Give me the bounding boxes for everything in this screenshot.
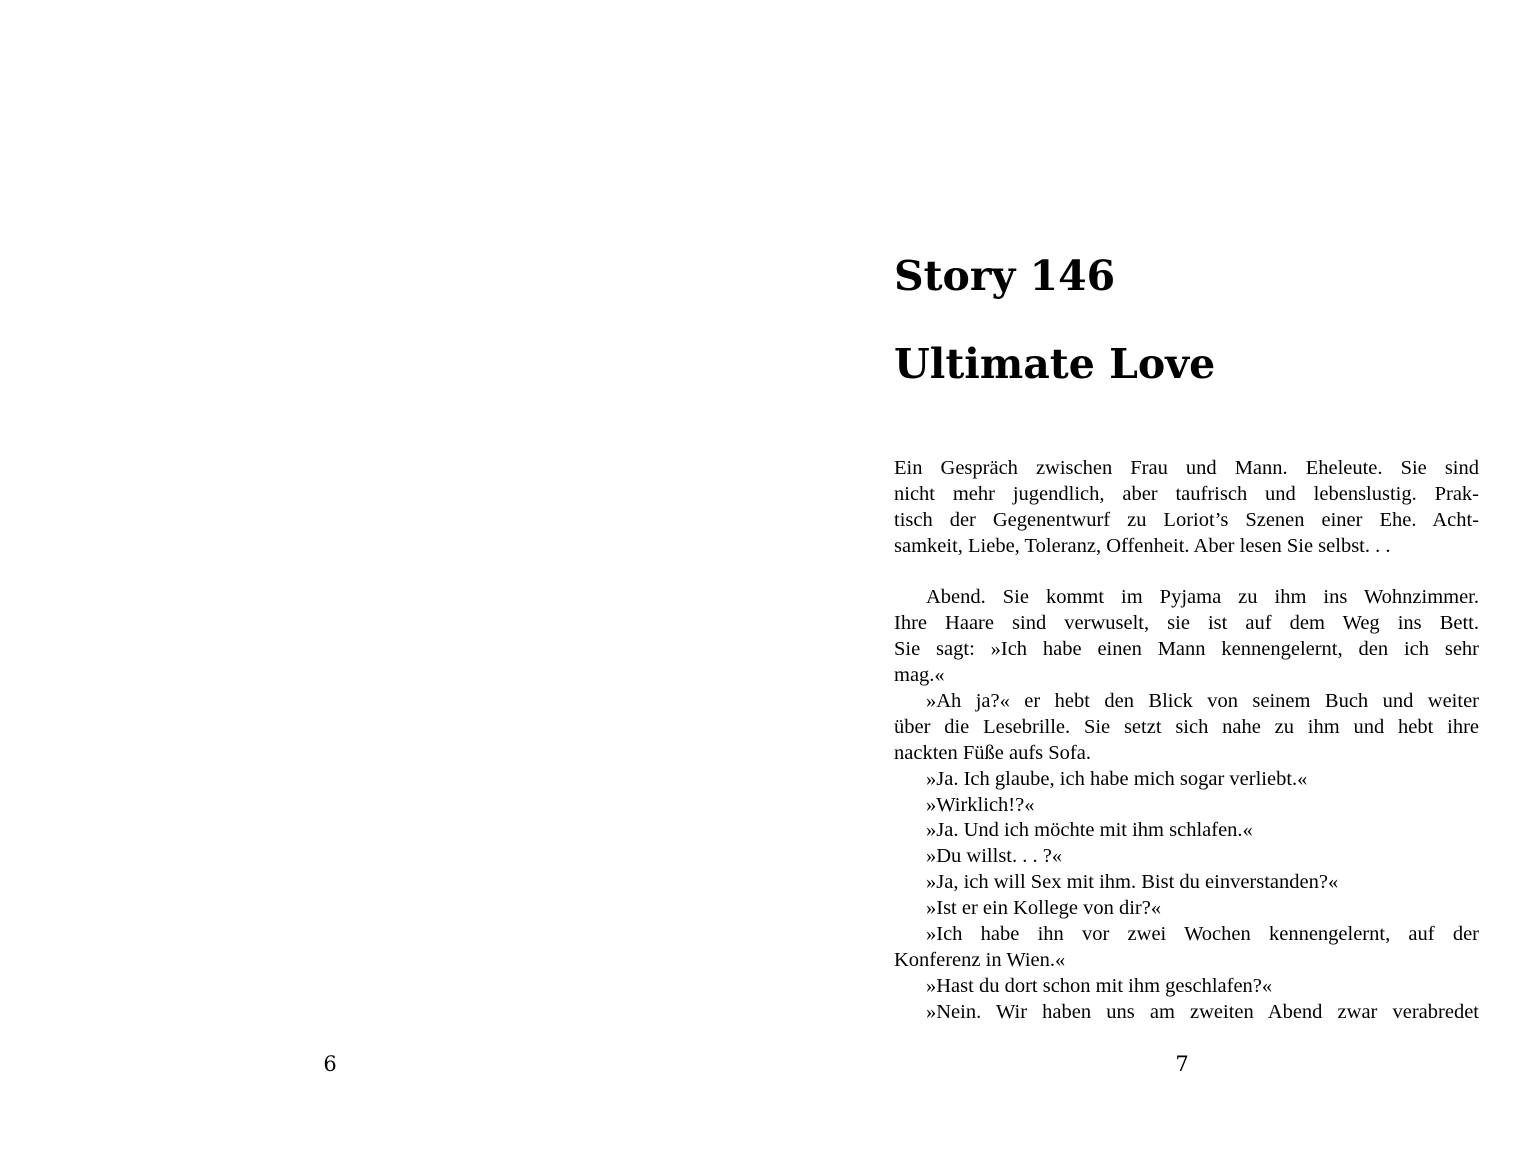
story-line: »Du willst. . . ?« [926, 845, 1063, 868]
story-line: »Wirklich!?« [926, 793, 1035, 816]
intro-line: nicht mehr jugendlich, aber taufrisch und lebenslustig. Prak- [894, 482, 1479, 505]
story-line: Abend. Sie kommt im Pyjama zu ihm ins Wohnzimmer. [926, 586, 1479, 609]
chapter-body [894, 456, 1479, 1026]
story-line: über die Lesebrille. Sie setzt sich nahe zu ihm und hebt ihre [894, 715, 1479, 738]
intro-line: Ein Gespräch zwischen Frau und Mann. Eheleute. Sie sind [894, 457, 1479, 479]
story-line: »Ah ja?« er hebt den Blick von seinem Buch und weiter [926, 690, 1479, 713]
story-line: »Ich habe ihn vor zwei Wochen kennengelernt, auf der [926, 923, 1479, 946]
intro-line: samkeit, Liebe, Toleranz, Offenheit. Aber lesen Sie selbst. . . [894, 534, 1391, 557]
story-line: »Ja. Ich glaube, ich habe mich sogar verliebt.« [926, 767, 1308, 790]
story-line: Konferenz in Wien.« [894, 948, 1066, 971]
chapter-title: Ultimate Love [894, 340, 1216, 388]
chapter-number: Story 146 [894, 252, 1116, 300]
story-line: »Ja, ich will Sex mit ihm. Bist du einverstanden?« [926, 871, 1339, 894]
story-line: »Ist er ein Kollege von dir?« [926, 897, 1162, 920]
right-page [768, 0, 1536, 1155]
story-line: »Ja. Und ich möchte mit ihm schlafen.« [926, 819, 1253, 842]
paragraph-gap [894, 560, 1479, 586]
story-line: mag.« [894, 664, 945, 687]
page-number-left: 6 [323, 1052, 337, 1076]
intro-line: tisch der Gegenentwurf zu Loriot’s Szenen einer Ehe. Acht- [894, 508, 1479, 531]
page-number-right: 7 [1175, 1052, 1189, 1076]
story-line: »Nein. Wir haben uns am zweiten Abend zwar verabredet [926, 1000, 1479, 1023]
story-line: »Hast du dort schon mit ihm geschlafen?« [926, 974, 1273, 997]
story-line: Sie sagt: »Ich habe einen Mann kennengelernt, den ich sehr [894, 638, 1479, 661]
story-line: Ihre Haare sind verwuselt, sie ist auf dem Weg ins Bett. [894, 612, 1479, 635]
story-line: nackten Füße aufs Sofa. [894, 741, 1091, 764]
